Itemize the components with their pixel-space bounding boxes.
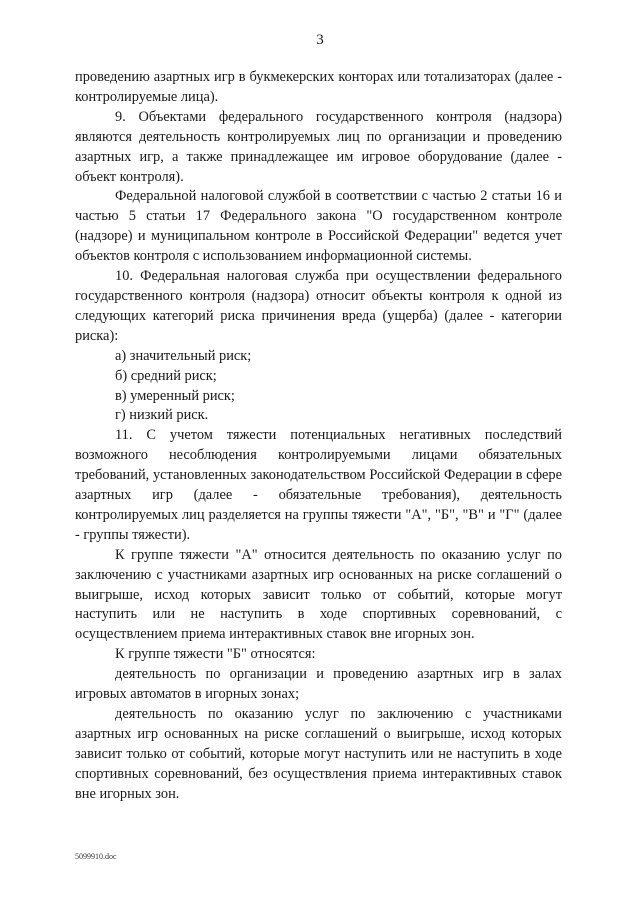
list-item-risk-low: г) низкий риск. [115,407,209,424]
paragraph-9: 9. Объектами федерального государственного контроля (надзора) являются деятельность контролируемых лиц по организации и проведению азартных игр, а также принадлежащее им игровое оборудование (далее - объект контроля). [75,108,562,185]
footer-doc-code: 5099910.doc [75,852,117,861]
paragraph-group-b-heading: К группе тяжести "Б" относятся: [115,646,316,663]
paragraph-group-b-item-1: деятельность по организации и проведению азартных игр в залах игровых автоматов в игорных зонах; [75,666,562,703]
list-item-risk-medium: б) средний риск; [115,367,217,384]
paragraph-tax-service-registry: Федеральной налоговой службой в соответствии с частью 2 статьи 16 и частью 5 статьи 17 Федерального закона "О государственном контроле (надзоре) и муниципальном контроле в Российской Федерации" ведется учет объектов контроля с использованием информационной системы. [75,188,562,265]
paragraph-11: 11. С учетом тяжести потенциальных негативных последствий возможного несоблюдения контролируемыми лицами обязательных требований, установленных законодательством Российской Федерации в сфере азартных игр (далее - обязательные требования), деятельность контролируемых лиц разделяется на группы тяжести "А", "Б", "В" и "Г" (далее - группы тяжести). [75,427,562,543]
document-body [75,68,562,805]
list-item-risk-significant: а) значительный риск; [115,347,252,364]
paragraph-continuation: проведению азартных игр в букмекерских конторах или тотализаторах (далее - контролируемые лица). [75,69,562,105]
page-number: 3 [316,32,324,48]
paragraph-group-b-item-2: деятельность по оказанию услуг по заключению с участниками азартных игр основанных на риске соглашений о выигрыше, исход которых зависит только от событий, которые могут наступить или не наступить в ходе спортивных соревнований, без осуществления приема интерактивных ставок вне игорных зон. [75,706,562,802]
paragraph-group-a: К группе тяжести "А" относится деятельность по оказанию услуг по заключению с участниками азартных игр основанных на риске соглашений о выигрыше, исход которых зависит только от событий, которые могут наступить или не наступить в ходе спортивных соревнований, с осуществлением приема интерактивных ставок вне игорных зон. [75,546,562,643]
list-item-risk-moderate: в) умеренный риск; [115,387,235,404]
paragraph-10: 10. Федеральная налоговая служба при осуществлении федерального государственного контроля (надзора) относит объекты контроля к одной из следующих категорий риска причинения вреда (ущерба) (далее - категории риска): [75,268,562,344]
